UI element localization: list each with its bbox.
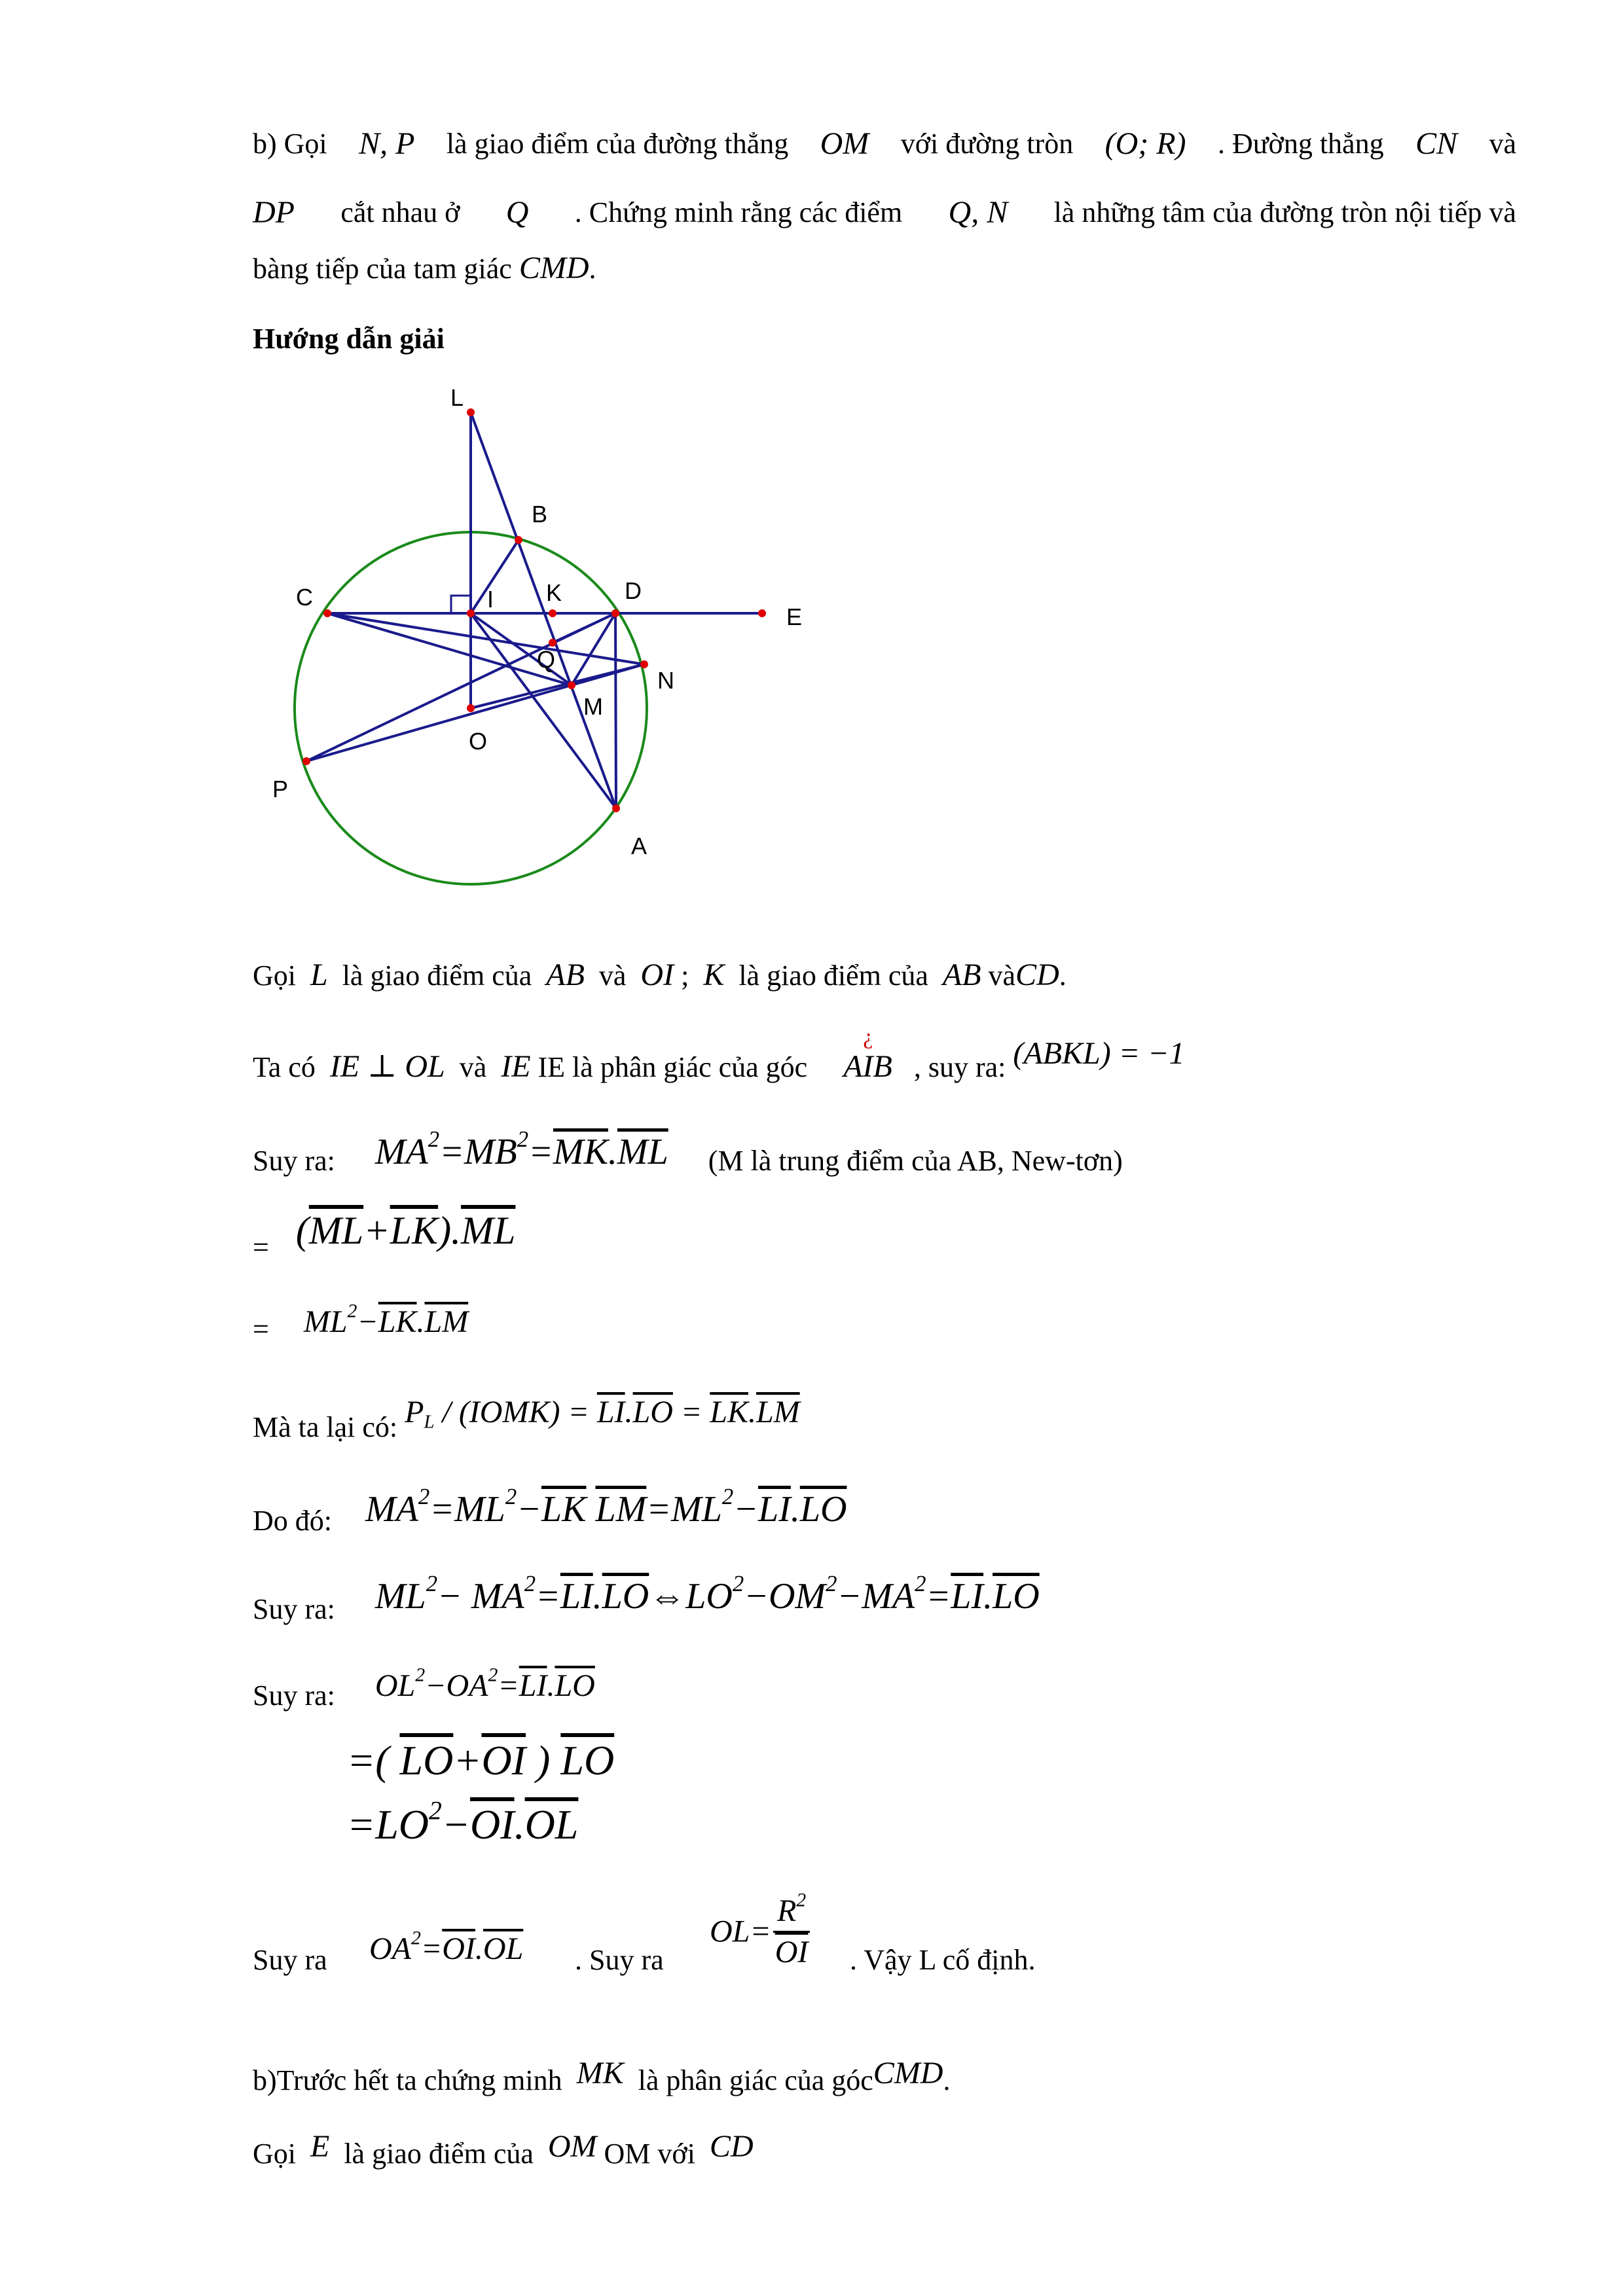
problem-line-1: b) Gọi N, P là giao điểm của đường thẳng OM với đường tròn (O; R) . Đường thẳng CN và: [253, 126, 1516, 161]
segment-BI: [471, 540, 519, 613]
solution-line-8: Suy ra: $ML^2-$ $MA^2=\overline{LI}.\overline{LO}\Leftrightarrow LO^2-OM^2-MA^2=\overline{LI}.\overline{LO}$: [253, 1570, 1040, 1625]
point-M: [568, 681, 575, 689]
right-angle-mark: [451, 596, 471, 613]
point-P: [302, 757, 310, 765]
point-C: [323, 609, 331, 617]
geometry-figure: [253, 380, 842, 890]
point-A: [612, 804, 620, 812]
label-L: L: [450, 384, 464, 411]
segment-CM: [327, 613, 572, 685]
points: [302, 408, 766, 812]
solution-line-11: $=LO^2-\overline{OI}.\overline{OL}$: [347, 1796, 579, 1848]
point-O: [467, 704, 475, 712]
label-Q: Q: [537, 646, 556, 673]
label-O: O: [469, 728, 488, 755]
label-D: D: [625, 577, 642, 604]
figure-lines: [306, 412, 762, 808]
document-page: b) Gọi N, P là giao điểm của đường thẳng OM với đường tròn (O; R) . Đường thẳng CN và DP cắt nhau ở Q . Chứng minh rằng các điểm Q, N là những tâm của đường tròn nội tiếp và bàng tiếp của tam giác CMD. Hướng dẫn giải L B C I K D E Q N M O P A Gọi L là giao điểm của AB và OI ; K là giao điểm của AB vàCD. Ta có IE ⊥ OL và IE IE là phân giác của góc ¿ AIB , suy ra: (ABKL) = −1 Suy ra: $MA^2=MB^2=\overline{MK}.\overline{ML}$ (M là trung điểm của AB, New-tơn) = $(\overline{ML}+\overline{LK}).\overline{ML}$ = $ML^2-\overline{LK}.\overline{LM}$ Mà ta lại có: $P_L$ / (IOMK) = $\overline{LI}.\overline{LO} = \overline{LK}.\overline{LM}$ Do đó: $MA^2=ML^2-\overline{LK}$ $\overline{LM}=ML^2-\overline{LI}.\overline{LO}$ Suy ra: $ML^2-$ $MA^2=\overline{LI}.\overline{LO}\Leftrightarrow LO^2-OM^2-MA^2=\overline{LI}.\overline{LO}$ Suy ra: $OL^2-OA^2=\overline{LI}.\overline{LO}$ =( $\overline{LO}+\overline{OI}$ ) $\overline{LO}$ $=LO^2-\overline{OI}.\overline{OL}$ Suy ra $OA^2=\overline{OI}.\overline{OL}$ . Suy ra OL= $\frac{R^2}{OI}$ . Vậy L cố định. b)Trước hết ta chứng minh MK là phân giác của gócCMD. Gọi E là giao điểm của OM OM với CD: [0, 0, 1623, 2296]
label-K: K: [546, 579, 562, 606]
label-P: P: [272, 776, 289, 802]
label-B: B: [532, 501, 548, 528]
solution-line-3: Suy ra: $MA^2=MB^2=\overline{MK}.\overline{ML}$ (M là trung điểm của AB, New-tơn): [253, 1126, 1123, 1177]
solution-line-1: Gọi L là giao điểm của AB và OI ; K là giao điểm của AB vàCD.: [253, 958, 1067, 992]
solution-line-6: Mà ta lại có: $P_L$ / (IOMK) = $\overline{LI}.\overline{LO} = \overline{LK}.\overline{LM}$: [253, 1395, 800, 1443]
solution-heading: Hướng dẫn giải: [253, 323, 445, 355]
point-E: [758, 609, 766, 617]
solution-line-7: Do đó: $MA^2=ML^2-\overline{LK}$ $\overline{LM}=ML^2-\overline{LI}.\overline{LO}$: [253, 1483, 847, 1537]
label-N: N: [657, 667, 674, 694]
solution-line-4: = $(\overline{ML}+\overline{LK}).\overline{ML}$: [253, 1209, 516, 1263]
problem-line-2: DP cắt nhau ở Q . Chứng minh rằng các điểm Q, N là những tâm của đường tròn nội tiếp và: [253, 195, 1516, 230]
label-M: M: [583, 693, 603, 720]
point-I: [467, 609, 475, 617]
solution-line-9: Suy ra: $OL^2-OA^2=\overline{LI}.\overline{LO}$: [253, 1664, 595, 1712]
solution-line-2: Ta có IE ⊥ OL và IE IE là phân giác của góc ¿ AIB , suy ra: (ABKL) = −1: [253, 1025, 1185, 1084]
solution-line-14: Gọi E là giao điểm của OM OM với CD: [253, 2129, 754, 2170]
label-I: I: [487, 586, 494, 613]
point-K: [549, 609, 556, 617]
solution-line-13: b)Trước hết ta chứng minh MK là phân giác của gócCMD.: [253, 2056, 951, 2096]
solution-line-10: =( $\overline{LO}+\overline{OI}$ ) $\overline{LO}$: [347, 1737, 615, 1784]
label-E: E: [786, 603, 803, 630]
label-C: C: [296, 584, 313, 611]
point-B: [515, 536, 522, 544]
solution-line-5: = $ML^2-\overline{LK}.\overline{LM}$: [253, 1300, 469, 1345]
point-N: [640, 660, 648, 668]
segment-DA: [615, 613, 616, 808]
problem-line-3: bàng tiếp của tam giác CMD.: [253, 251, 596, 285]
point-D: [611, 609, 619, 617]
label-A: A: [631, 833, 647, 859]
point-L: [467, 408, 475, 416]
